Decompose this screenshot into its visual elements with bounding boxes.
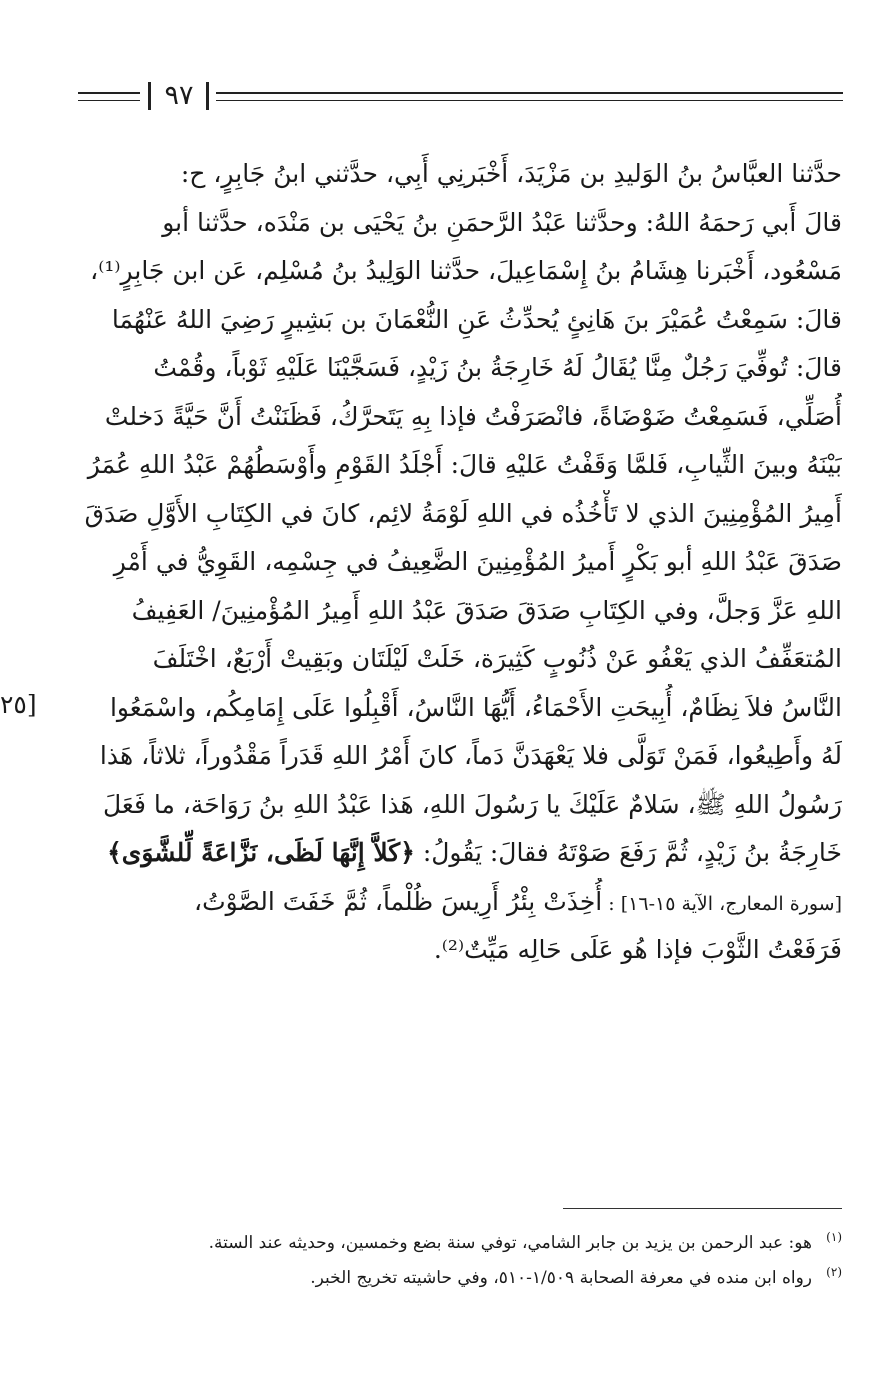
footnotes <box>120 1226 842 1296</box>
quran-verse: ﴿كَلاَّ إِنَّهَا لَظَى، نَزَّاعَةً لِّلشَّوَى﴾ <box>107 838 415 867</box>
footnote-divider <box>563 1208 842 1209</box>
text-line: قالَ أَبي رَحمَهُ اللهُ: وحدَّثنا عَبْدُ الرَّحمَنِ بنُ يَحْيَى بن مَنْدَه، حدَّثنا أبو <box>162 207 842 237</box>
text-line: النَّاسُ فلاَ نِظَامٌ، أُبِيحَتِ الأَحْمَاءُ، أَيُّهَا النَّاسُ، أَقْبِلُوا عَلَى إِمَامِكُم، واسْمَعُوا <box>109 692 842 722</box>
text-line: رَسُولُ اللهِ ﷺ، سَلامٌ عَلَيْكَ يا رَسُولَ اللهِ، هَذا عَبْدُ اللهِ بنُ رَوَاحَة، ما فَعَلَ <box>102 789 842 819</box>
text-line-with-verse <box>72 829 842 878</box>
footnote-number: (١) <box>826 1230 842 1244</box>
footnote <box>120 1261 842 1296</box>
text-line-with-reference <box>72 878 842 927</box>
text-line: اللهِ عَزَّ وَجلَّ، وفي الكِتَابِ صَدَقَ صَدَقَ عَبْدُ اللهِ أَمِيرُ المُؤْمنِينَ/ العَفِيفُ <box>131 595 842 625</box>
header-rule-right <box>216 92 843 101</box>
text-line: بَيْنَهُ وبينَ الثِّيابِ، فَلمَّا وَقَفْتُ عَليْهِ قالَ: أَجْلَدُ القَوْمِ وأَوْسَطُهُمْ عَبْدُ اللهِ عُمَرُ <box>87 450 842 479</box>
sura-reference: [سورة المعارج، الآية ١٥-١٦] : <box>608 892 842 915</box>
header-bar-left <box>148 82 151 110</box>
footnote-text: رواه ابن منده في معرفة الصحابة ١/٥٠٩-٥١٠، وفي حاشيته تخريج الخبر. <box>310 1268 812 1288</box>
text-line: صَدَقَ عَبْدُ اللهِ أبو بَكْرٍ أَميرُ المُؤْمِنِينَ الضَّعِيفُ في جِسْمِه، القَوِيُّ في أَمْرِ <box>113 547 842 576</box>
text-line-end: أُخِذَتْ بِئْرُ أَرِيسَ ظُلْماً، ثُمَّ خَفَتَ الصَّوْتُ، <box>194 886 603 916</box>
text-line: أُصَلِّي، فَسَمِعْتُ ضَوْضَاةً، فانْصَرَفْتُ فإذا بِهِ يَتَحرَّكُ، فَظَنَنْتُ أَنَّ حَيَّةً دَخلتْ <box>104 401 842 431</box>
page-header <box>78 80 843 114</box>
text-line-last: فَرَفَعْتُ الثَّوْبَ فإذا هُو عَلَى حَالِه مَيِّتٌ⁽²⁾. <box>433 935 842 964</box>
main-text <box>72 150 842 975</box>
text-line: قالَ: سَمِعْتُ عُمَيْرَ بنَ هَانِئٍ يُحدِّثُ عَنِ النُّعْمَانَ بن بَشِيرٍ رَضِيَ اللهُ عَنْهُمَا <box>111 304 842 334</box>
page-number: ٩٧ <box>164 80 194 111</box>
header-rule-left <box>78 92 140 101</box>
footnote-number: (٢) <box>826 1265 842 1279</box>
footnote <box>120 1226 842 1261</box>
text-line: قالَ: تُوفِّيَ رَجُلٌ مِنَّا يُقَالُ لَهُ خَارِجَةُ بنُ زَيْدٍ، فَسَجَّيْنَا عَلَيْهِ ثَوْباً، وقُمْتُ <box>153 353 842 382</box>
text-line: حدَّثنا العبَّاسُ بنُ الوَليدِ بن مَزْيَدَ، أَخْبَرنِي أَبِي، حدَّثني ابنُ جَابِرٍ، ح: <box>180 159 842 188</box>
text-line: المُتعَفِّفُ الذي يَعْفُو عَنْ ذُنُوبٍ كَثِيرَة، خَلَتْ لَيْلَتَان وبَقِيتْ أَرْبَعٌ، اخْتَلَفَ <box>152 644 842 673</box>
text-line: أَمِيرُ المُؤْمِنِينَ الذي لا تَأْخُذُه في اللهِ لَوْمَةُ لائِم، كانَ في الكِتَابِ الأَوَّلِ صَدَقَ <box>84 498 842 528</box>
text-line: مَسْعُود، أَخْبَرنا هِشَامُ بنُ إِسْمَاعِيلَ، حدَّثنا الوَلِيدُ بنُ مُسْلِم، عَن ابن جَابِرٍ⁽¹⁾، <box>90 256 842 285</box>
header-bar-right <box>206 82 209 110</box>
text-line-start: خَارِجَةُ بنُ زَيْدٍ، ثُمَّ رَفَعَ صَوْتَهُ فقالَ: يَقُولُ: <box>422 838 842 867</box>
footnote-text: هو: عبد الرحمن بن يزيد بن جابر الشامي، توفي سنة بضع وخمسين، وحديثه عند الستة. <box>208 1233 812 1253</box>
text-line: لَهُ وأَطِيعُوا، فَمَنْ تَوَلَّى فلا يَعْهَدَنَّ دَماً، كانَ أَمْرُ اللهِ قَدَراً مَقْدُوراً، ثلاثاً، هَذا <box>99 741 842 770</box>
margin-marker: [٢٥ <box>0 690 37 719</box>
